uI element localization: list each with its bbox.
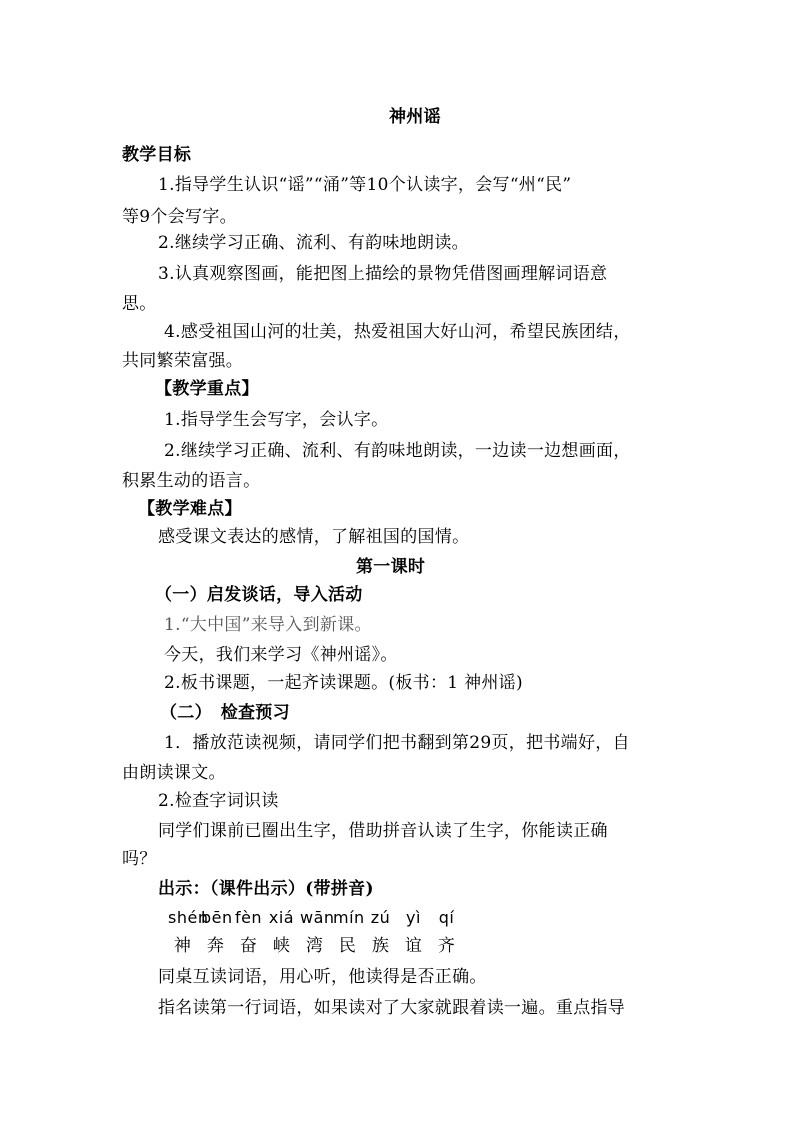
character-fen: 奋 <box>239 936 258 956</box>
pinyin-zu: zú <box>370 908 391 927</box>
objective-3-line-2: 思。 <box>122 294 157 314</box>
key-point-2-line-2: 积累生动的语言。 <box>122 471 261 491</box>
pinyin-qi: qí <box>438 908 455 927</box>
part-2-line-4: 同桌互读词语，用心听，他读得是否正确。 <box>158 967 487 987</box>
pinyin-min: mín <box>333 908 365 927</box>
pinyin-wan: wān <box>300 908 335 927</box>
objective-4-line-1: 4.感受祖国山河的壮美，热爱祖国大好山河，希望民族团结， <box>164 322 631 342</box>
objective-3-line-1: 3.认真观察图画，能把图上描绘的景物凭借图画理解词语意 <box>158 264 608 284</box>
part-1-line-3: 2.板书课题，一起齐读课题。(板书：1 神州谣) <box>164 673 523 693</box>
part-2-line-3a: 同学们课前已圈出生字，借助拼音认读了生字，你能读正确 <box>158 821 608 841</box>
show-line: 出示：（课件出示）(带拼音) <box>158 879 374 899</box>
pinyin-shen: shén <box>168 908 209 927</box>
part-2-line-3b: 吗？ <box>122 849 157 869</box>
part-2-line-2: 2.检查字词识读 <box>158 791 279 811</box>
key-points-heading: 【教学重点】 <box>155 379 259 399</box>
part-2-line-5: 指名读第一行词语，如果读对了大家就跟着读一遍。重点指导 <box>158 998 626 1018</box>
objective-4-line-2: 共同繁荣富强。 <box>122 351 244 371</box>
objective-2: 2.继续学习正确、流利、有韵味地朗读。 <box>158 233 469 253</box>
character-shen: 神 <box>173 936 192 956</box>
character-xia: 峡 <box>272 936 291 956</box>
character-yi: 谊 <box>404 936 423 956</box>
character-row <box>168 935 465 957</box>
part-2-heading: （二） 检查预习 <box>160 703 290 723</box>
objectives-heading: 教学目标 <box>122 145 192 165</box>
character-ben: 奔 <box>206 936 225 956</box>
pinyin-yi: yì <box>406 908 421 927</box>
character-qi: 齐 <box>437 936 456 956</box>
part-1-line-2: 今天，我们来学习《神州谣》。 <box>164 645 398 665</box>
objective-1-line-2: 等9个会写字。 <box>122 207 237 227</box>
pinyin-ben: bēn <box>201 908 233 927</box>
objective-1-line-1: 1.指导学生认识“谣”“涌”等10个认读字，会写“州“民” <box>158 175 572 195</box>
document-title: 神州谣 <box>389 107 441 127</box>
character-wan: 湾 <box>305 936 324 956</box>
character-min: 民 <box>338 936 357 956</box>
key-point-2-line-1: 2.继续学习正确、流利、有韵味地朗读，一边读一边想画面， <box>164 441 631 461</box>
difficulties-text: 感受课文表达的感情，了解祖国的国情。 <box>158 527 470 547</box>
part-1-heading: （一）启发谈话，导入活动 <box>155 585 363 605</box>
part-2-line-1b: 由朗读课文。 <box>122 763 226 783</box>
key-point-1: 1.指导学生会写字，会认字。 <box>164 410 389 430</box>
difficulties-heading: 【教学难点】 <box>138 499 242 519</box>
pinyin-fen: fèn <box>234 908 263 927</box>
character-zu: 族 <box>371 936 390 956</box>
pinyin-xia: xiá <box>268 908 295 927</box>
part-1-line-1: 1.“大中国”来导入到新课。 <box>164 615 372 635</box>
part-2-line-1a: 1．播放范读视频，请同学们把书翻到第29页，把书端好，自 <box>164 733 630 753</box>
pinyin-row <box>168 907 465 929</box>
lesson-1-heading: 第一课时 <box>356 557 426 577</box>
